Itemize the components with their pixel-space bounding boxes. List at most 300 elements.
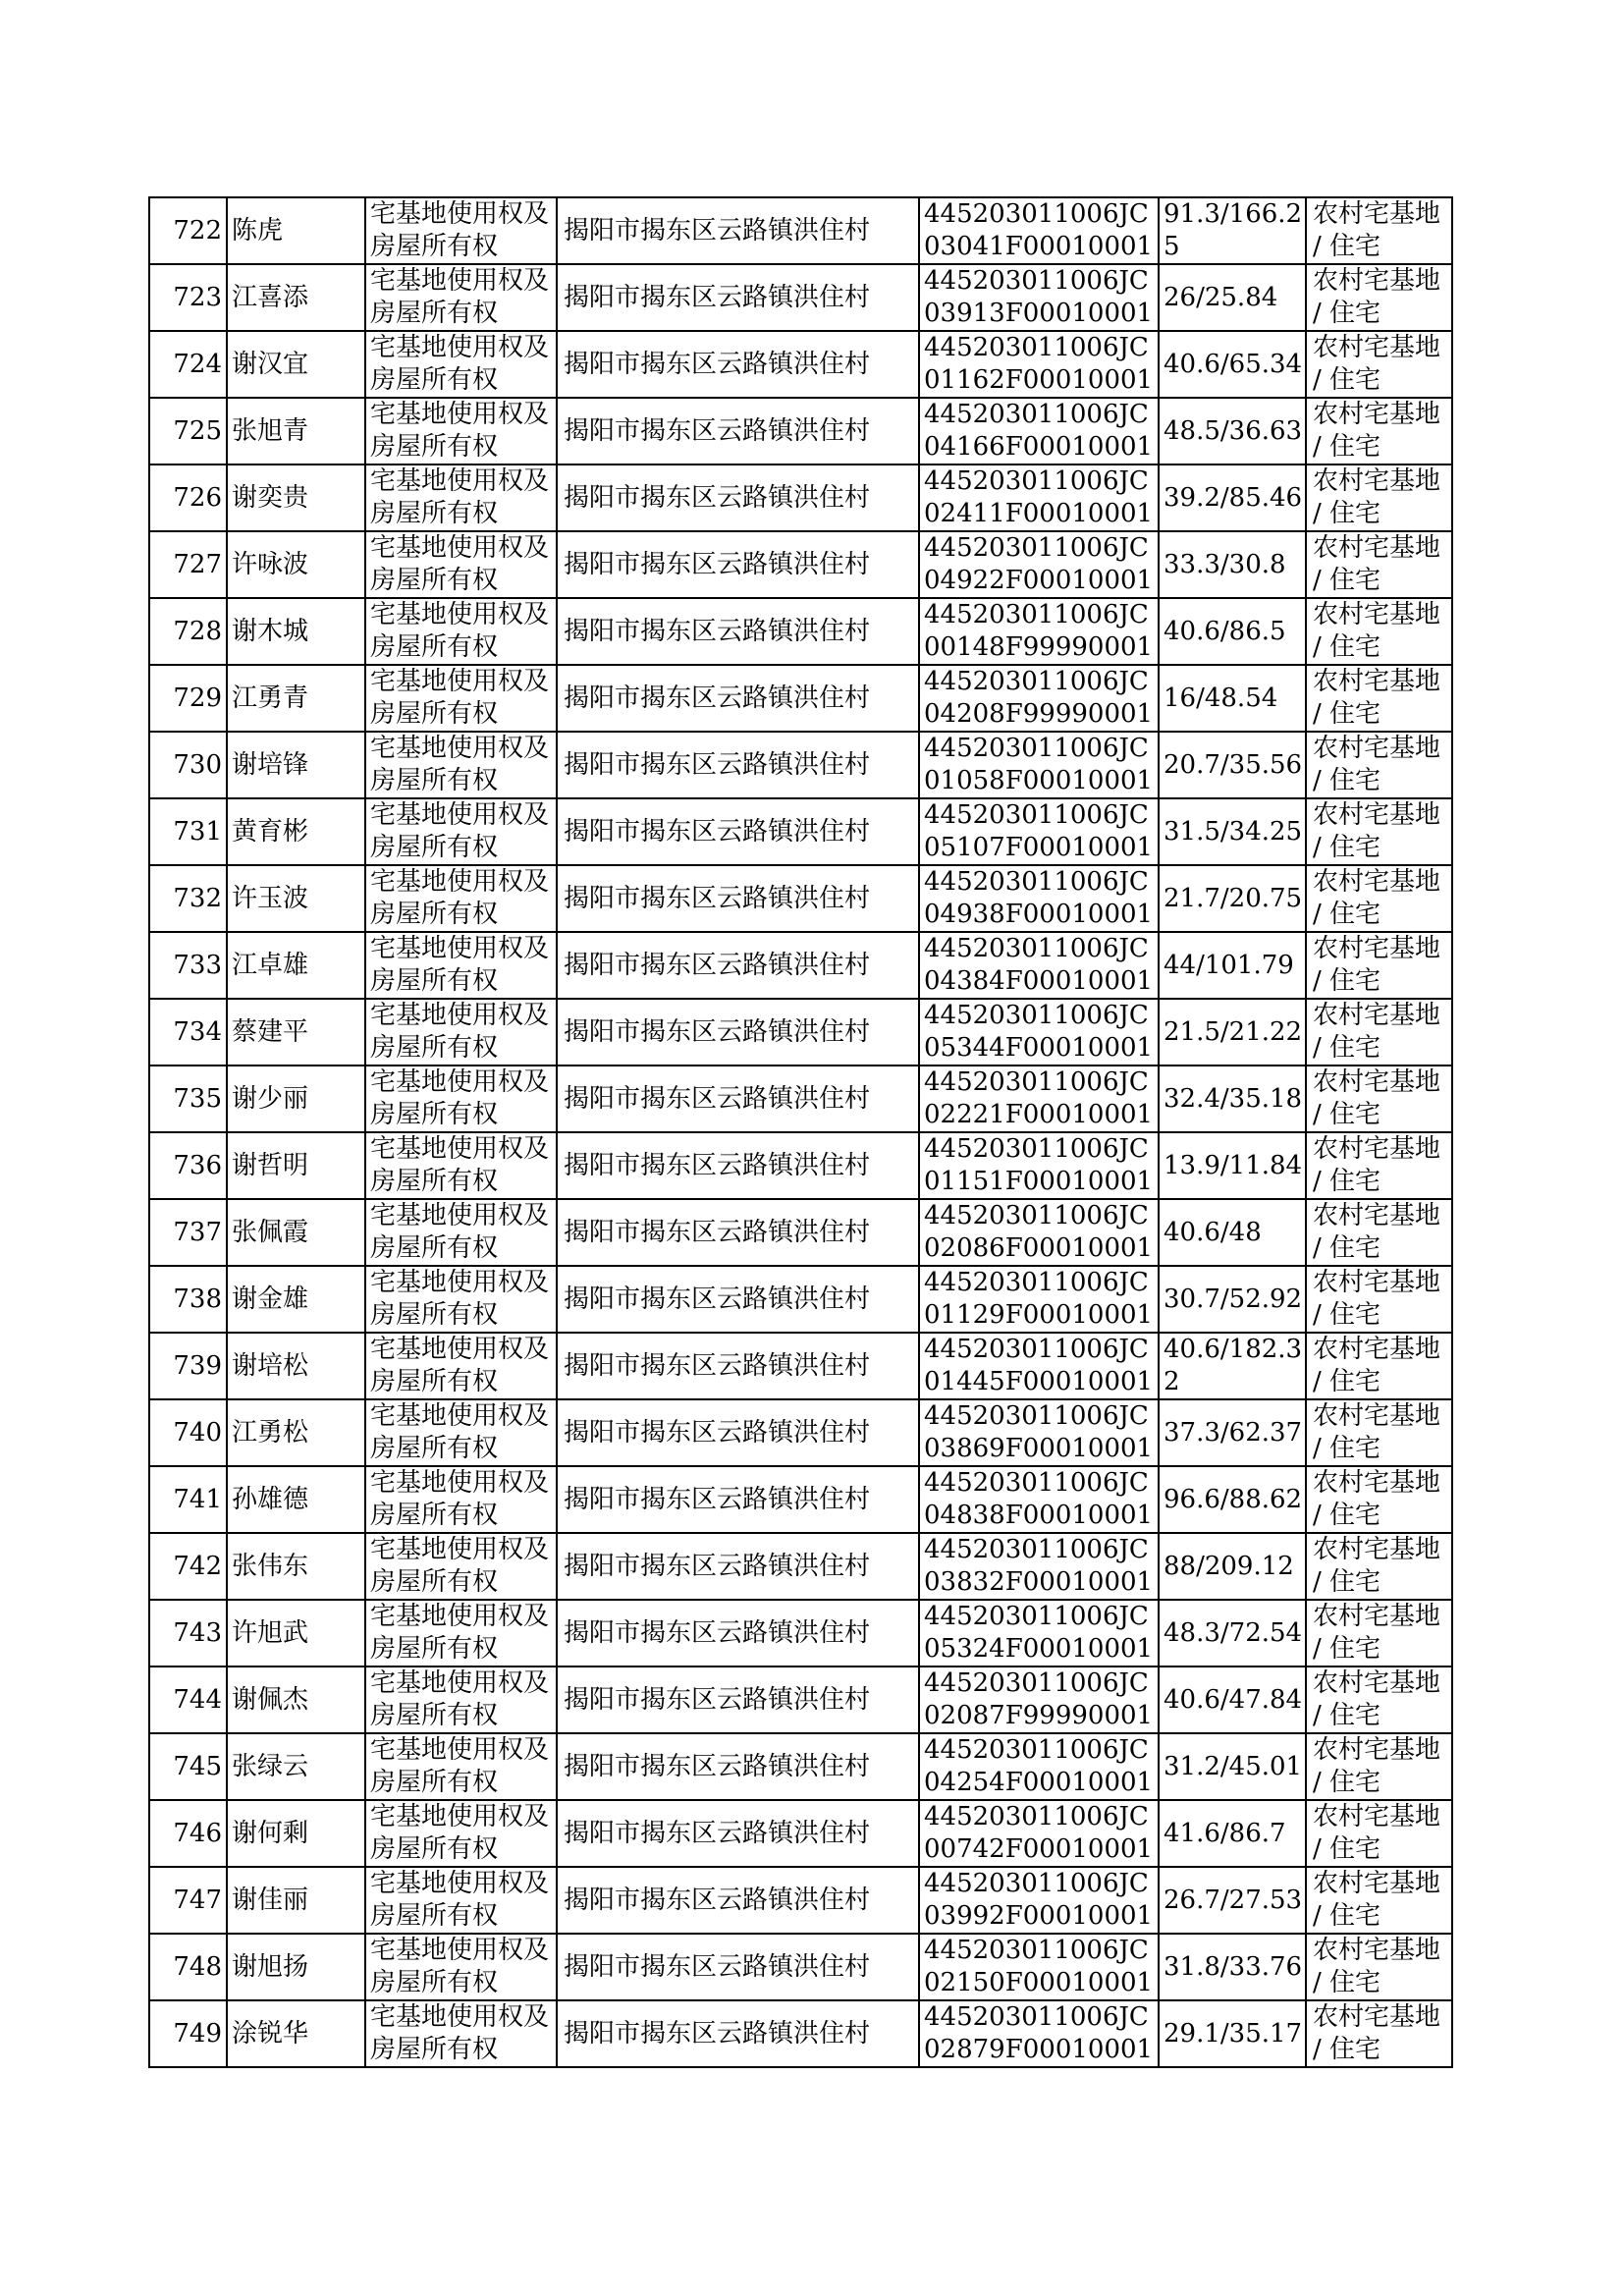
owner-name-cell: [227, 1733, 365, 1800]
land-use-cell: [1306, 1867, 1452, 1934]
land-use: 农村宅基地 / 住宅: [1313, 1535, 1441, 1597]
table-row: [149, 197, 1452, 264]
row-number-cell: [149, 1266, 227, 1333]
location: 揭阳市揭东区云路镇洪住村: [564, 1951, 871, 1982]
right-type-cell: [365, 398, 557, 464]
table-row: [149, 1667, 1452, 1733]
row-number-cell: [149, 331, 227, 398]
land-use-cell: [1306, 865, 1452, 932]
area-cell: [1159, 1066, 1306, 1132]
location: 揭阳市揭东区云路镇洪住村: [564, 1217, 871, 1247]
parcel-code: 445203011006JC01151F00010001: [924, 1134, 1154, 1196]
area-cell: [1159, 197, 1306, 264]
location-cell: [557, 398, 919, 464]
row-number: 736: [173, 1150, 222, 1180]
location: 揭阳市揭东区云路镇洪住村: [564, 683, 871, 713]
land-use: 农村宅基地 / 住宅: [1313, 867, 1441, 929]
area-cell: [1159, 1199, 1306, 1266]
land-use-cell: [1306, 398, 1452, 464]
area: 31.5/34.25: [1164, 816, 1303, 847]
area: 20.7/35.56: [1164, 749, 1303, 780]
row-number-cell: [149, 264, 227, 331]
land-use-cell: [1306, 665, 1452, 732]
owner-name: 蔡建平: [232, 1016, 309, 1047]
table-row: [149, 1066, 1452, 1132]
land-use: 农村宅基地 / 住宅: [1313, 1335, 1441, 1396]
table-row: [149, 1199, 1452, 1266]
area-cell: [1159, 1399, 1306, 1466]
parcel-code: 445203011006JC04208F99990001: [924, 667, 1154, 729]
land-use: 农村宅基地 / 住宅: [1313, 1067, 1441, 1129]
area: 37.3/62.37: [1164, 1417, 1303, 1448]
area: 26.7/27.53: [1164, 1885, 1303, 1915]
location-cell: [557, 331, 919, 398]
owner-name: 张佩霞: [232, 1217, 309, 1247]
owner-name: 谢培锋: [232, 749, 309, 780]
row-number: 744: [173, 1684, 222, 1715]
area: 26/25.84: [1164, 282, 1278, 312]
owner-name-cell: [227, 999, 365, 1066]
area-cell: [1159, 1132, 1306, 1199]
land-use: 农村宅基地 / 住宅: [1313, 934, 1441, 996]
right-type-cell: [365, 1132, 557, 1199]
location-cell: [557, 1533, 919, 1600]
location: 揭阳市揭东区云路镇洪住村: [564, 1617, 871, 1648]
row-number: 727: [173, 549, 222, 579]
location-cell: [557, 464, 919, 531]
right-type-cell: [365, 1934, 557, 2000]
right-type-cell: [365, 798, 557, 865]
parcel-code: 445203011006JC04922F00010001: [924, 533, 1154, 595]
location: 揭阳市揭东区云路镇洪住村: [564, 1684, 871, 1715]
location: 揭阳市揭东区云路镇洪住村: [564, 616, 871, 646]
parcel-code: 445203011006JC05324F00010001: [924, 1602, 1154, 1664]
area: 13.9/11.84: [1164, 1150, 1303, 1180]
right-type: 宅基地使用权及房屋所有权: [370, 1802, 550, 1864]
row-number-cell: [149, 1466, 227, 1533]
land-use-cell: [1306, 1800, 1452, 1867]
owner-name-cell: [227, 1934, 365, 2000]
owner-name-cell: [227, 1800, 365, 1867]
area: 40.6/47.84: [1164, 1684, 1303, 1715]
row-number-cell: [149, 398, 227, 464]
table-row: [149, 1333, 1452, 1399]
right-type: 宅基地使用权及房屋所有权: [370, 1869, 550, 1931]
right-type-cell: [365, 1667, 557, 1733]
table-row: [149, 464, 1452, 531]
row-number: 742: [173, 1551, 222, 1581]
parcel-code-cell: [919, 331, 1159, 398]
area-cell: [1159, 732, 1306, 798]
location: 揭阳市揭东区云路镇洪住村: [564, 2018, 871, 2049]
location: 揭阳市揭东区云路镇洪住村: [564, 1016, 871, 1047]
owner-name-cell: [227, 264, 365, 331]
land-use: 农村宅基地 / 住宅: [1313, 734, 1441, 795]
owner-name: 许咏波: [232, 549, 309, 579]
land-use: 农村宅基地 / 住宅: [1313, 1668, 1441, 1730]
location: 揭阳市揭东区云路镇洪住村: [564, 282, 871, 312]
parcel-code-cell: [919, 1199, 1159, 1266]
right-type-cell: [365, 464, 557, 531]
right-type-cell: [365, 865, 557, 932]
row-number: 749: [173, 2018, 222, 2049]
area: 91.3/166.25: [1164, 199, 1303, 261]
location: 揭阳市揭东区云路镇洪住村: [564, 1083, 871, 1114]
location: 揭阳市揭东区云路镇洪住村: [564, 749, 871, 780]
owner-name: 许玉波: [232, 883, 309, 913]
owner-name: 张绿云: [232, 1751, 309, 1781]
right-type-cell: [365, 1600, 557, 1667]
row-number: 743: [173, 1617, 222, 1648]
right-type: 宅基地使用权及房屋所有权: [370, 867, 550, 929]
row-number-cell: [149, 798, 227, 865]
owner-name-cell: [227, 531, 365, 598]
area: 31.2/45.01: [1164, 1751, 1303, 1781]
location-cell: [557, 1266, 919, 1333]
location: 揭阳市揭东区云路镇洪住村: [564, 883, 871, 913]
right-type: 宅基地使用权及房屋所有权: [370, 1268, 550, 1330]
parcel-code-cell: [919, 865, 1159, 932]
land-use-cell: [1306, 732, 1452, 798]
area: 39.2/85.46: [1164, 482, 1303, 513]
location-cell: [557, 598, 919, 665]
area: 48.3/72.54: [1164, 1617, 1303, 1648]
land-use: 农村宅基地 / 住宅: [1313, 1001, 1441, 1063]
right-type-cell: [365, 1066, 557, 1132]
owner-name: 孙雄德: [232, 1484, 309, 1514]
row-number-cell: [149, 1867, 227, 1934]
right-type-cell: [365, 932, 557, 999]
location-cell: [557, 531, 919, 598]
row-number-cell: [149, 2000, 227, 2067]
right-type-cell: [365, 665, 557, 732]
parcel-code: 445203011006JC04838F00010001: [924, 1468, 1154, 1530]
location-cell: [557, 932, 919, 999]
parcel-code-cell: [919, 2000, 1159, 2067]
area-cell: [1159, 264, 1306, 331]
parcel-code: 445203011006JC03913F00010001: [924, 266, 1154, 328]
area-cell: [1159, 531, 1306, 598]
right-type: 宅基地使用权及房屋所有权: [370, 934, 550, 996]
land-use-cell: [1306, 1066, 1452, 1132]
row-number-cell: [149, 1132, 227, 1199]
owner-name-cell: [227, 1066, 365, 1132]
owner-name: 涂锐华: [232, 2018, 309, 2049]
parcel-code-cell: [919, 1466, 1159, 1533]
parcel-code: 445203011006JC01445F00010001: [924, 1335, 1154, 1396]
area-cell: [1159, 1533, 1306, 1600]
row-number: 730: [173, 749, 222, 780]
owner-name: 江勇青: [232, 683, 309, 713]
location: 揭阳市揭东区云路镇洪住村: [564, 1885, 871, 1915]
parcel-code-cell: [919, 1066, 1159, 1132]
land-use: 农村宅基地 / 住宅: [1313, 600, 1441, 662]
owner-name: 谢汉宜: [232, 349, 309, 379]
parcel-code-cell: [919, 398, 1159, 464]
location-cell: [557, 1466, 919, 1533]
table-row: [149, 1867, 1452, 1934]
land-use: 农村宅基地 / 住宅: [1313, 1602, 1441, 1664]
location-cell: [557, 1399, 919, 1466]
area-cell: [1159, 398, 1306, 464]
right-type: 宅基地使用权及房屋所有权: [370, 734, 550, 795]
location: 揭阳市揭东区云路镇洪住村: [564, 1150, 871, 1180]
owner-name-cell: [227, 1132, 365, 1199]
parcel-code-cell: [919, 531, 1159, 598]
land-use-cell: [1306, 999, 1452, 1066]
row-number: 741: [173, 1484, 222, 1514]
right-type: 宅基地使用权及房屋所有权: [370, 600, 550, 662]
area: 40.6/86.5: [1164, 616, 1286, 646]
table-row: [149, 1800, 1452, 1867]
table-row: [149, 732, 1452, 798]
parcel-code: 445203011006JC04166F00010001: [924, 400, 1154, 462]
row-number: 740: [173, 1417, 222, 1448]
land-use: 农村宅基地 / 住宅: [1313, 1401, 1441, 1463]
row-number: 738: [173, 1284, 222, 1314]
right-type-cell: [365, 531, 557, 598]
row-number: 733: [173, 950, 222, 980]
parcel-code: 445203011006JC05344F00010001: [924, 1001, 1154, 1063]
area: 48.5/36.63: [1164, 415, 1303, 446]
right-type: 宅基地使用权及房屋所有权: [370, 2002, 550, 2064]
owner-name-cell: [227, 1600, 365, 1667]
row-number-cell: [149, 1333, 227, 1399]
land-use-cell: [1306, 1132, 1452, 1199]
right-type: 宅基地使用权及房屋所有权: [370, 533, 550, 595]
owner-name: 陈虎: [232, 215, 284, 246]
location: 揭阳市揭东区云路镇洪住村: [564, 215, 871, 246]
parcel-code: 445203011006JC03869F00010001: [924, 1401, 1154, 1463]
location-cell: [557, 2000, 919, 2067]
row-number: 739: [173, 1350, 222, 1381]
parcel-code: 445203011006JC03992F00010001: [924, 1869, 1154, 1931]
right-type: 宅基地使用权及房屋所有权: [370, 466, 550, 528]
owner-name-cell: [227, 1533, 365, 1600]
area-cell: [1159, 331, 1306, 398]
area-cell: [1159, 1333, 1306, 1399]
right-type-cell: [365, 264, 557, 331]
location: 揭阳市揭东区云路镇洪住村: [564, 1751, 871, 1781]
owner-name: 谢哲明: [232, 1150, 309, 1180]
owner-name-cell: [227, 1867, 365, 1934]
owner-name: 许旭武: [232, 1617, 309, 1648]
parcel-code-cell: [919, 264, 1159, 331]
parcel-code-cell: [919, 1733, 1159, 1800]
parcel-code: 445203011006JC00742F00010001: [924, 1802, 1154, 1864]
table-row: [149, 1533, 1452, 1600]
area: 16/48.54: [1164, 683, 1278, 713]
right-type: 宅基地使用权及房屋所有权: [370, 1668, 550, 1730]
land-use-cell: [1306, 1667, 1452, 1733]
right-type-cell: [365, 1466, 557, 1533]
area-cell: [1159, 1466, 1306, 1533]
parcel-code-cell: [919, 798, 1159, 865]
land-use: 农村宅基地 / 住宅: [1313, 1468, 1441, 1530]
row-number-cell: [149, 732, 227, 798]
area: 21.5/21.22: [1164, 1016, 1303, 1047]
parcel-code-cell: [919, 1600, 1159, 1667]
right-type: 宅基地使用权及房屋所有权: [370, 1735, 550, 1797]
land-use-cell: [1306, 598, 1452, 665]
land-use-cell: [1306, 464, 1452, 531]
row-number-cell: [149, 1733, 227, 1800]
location: 揭阳市揭东区云路镇洪住村: [564, 349, 871, 379]
location-cell: [557, 732, 919, 798]
right-type: 宅基地使用权及房屋所有权: [370, 266, 550, 328]
land-use-cell: [1306, 1199, 1452, 1266]
row-number-cell: [149, 464, 227, 531]
area: 44/101.79: [1164, 950, 1294, 980]
owner-name: 谢金雄: [232, 1284, 309, 1314]
parcel-code-cell: [919, 1934, 1159, 2000]
owner-name-cell: [227, 1199, 365, 1266]
row-number-cell: [149, 932, 227, 999]
land-use: 农村宅基地 / 住宅: [1313, 199, 1441, 261]
location-cell: [557, 1934, 919, 2000]
owner-name: 江喜添: [232, 282, 309, 312]
right-type-cell: [365, 1333, 557, 1399]
owner-name-cell: [227, 197, 365, 264]
area-cell: [1159, 798, 1306, 865]
right-type: 宅基地使用权及房屋所有权: [370, 1067, 550, 1129]
parcel-code: 445203011006JC04938F00010001: [924, 867, 1154, 929]
parcel-code-cell: [919, 1667, 1159, 1733]
location-cell: [557, 1733, 919, 1800]
table-row: [149, 798, 1452, 865]
table-row: [149, 665, 1452, 732]
land-use-cell: [1306, 932, 1452, 999]
location: 揭阳市揭东区云路镇洪住村: [564, 1284, 871, 1314]
area-cell: [1159, 665, 1306, 732]
parcel-code: 445203011006JC00148F99990001: [924, 600, 1154, 662]
land-use-cell: [1306, 264, 1452, 331]
area-cell: [1159, 932, 1306, 999]
area: 21.7/20.75: [1164, 883, 1303, 913]
parcel-code: 445203011006JC02879F00010001: [924, 2002, 1154, 2064]
area-cell: [1159, 1667, 1306, 1733]
location-cell: [557, 1333, 919, 1399]
row-number: 737: [173, 1217, 222, 1247]
row-number-cell: [149, 197, 227, 264]
area-cell: [1159, 1867, 1306, 1934]
parcel-code-cell: [919, 598, 1159, 665]
owner-name: 谢奕贵: [232, 482, 309, 513]
location-cell: [557, 999, 919, 1066]
table-body: [149, 197, 1452, 2067]
parcel-code: 445203011006JC02411F00010001: [924, 466, 1154, 528]
parcel-code: 445203011006JC02087F99990001: [924, 1668, 1154, 1730]
owner-name-cell: [227, 2000, 365, 2067]
area: 30.7/52.92: [1164, 1284, 1303, 1314]
location: 揭阳市揭东区云路镇洪住村: [564, 816, 871, 847]
land-use-cell: [1306, 331, 1452, 398]
location-cell: [557, 1800, 919, 1867]
row-number: 731: [173, 816, 222, 847]
parcel-code-cell: [919, 197, 1159, 264]
location-cell: [557, 1667, 919, 1733]
owner-name-cell: [227, 932, 365, 999]
land-use: 农村宅基地 / 住宅: [1313, 667, 1441, 729]
owner-name-cell: [227, 1266, 365, 1333]
table-row: [149, 1600, 1452, 1667]
parcel-code-cell: [919, 999, 1159, 1066]
row-number: 722: [173, 215, 222, 246]
land-use-cell: [1306, 197, 1452, 264]
location: 揭阳市揭东区云路镇洪住村: [564, 549, 871, 579]
table-row: [149, 531, 1452, 598]
owner-name-cell: [227, 1667, 365, 1733]
land-use-cell: [1306, 1733, 1452, 1800]
parcel-code: 445203011006JC01162F00010001: [924, 333, 1154, 395]
location-cell: [557, 865, 919, 932]
owner-name-cell: [227, 798, 365, 865]
right-type-cell: [365, 999, 557, 1066]
land-use: 农村宅基地 / 住宅: [1313, 333, 1441, 395]
area: 32.4/35.18: [1164, 1083, 1303, 1114]
land-use: 农村宅基地 / 住宅: [1313, 1802, 1441, 1864]
table-row: [149, 598, 1452, 665]
right-type: 宅基地使用权及房屋所有权: [370, 1134, 550, 1196]
row-number-cell: [149, 1399, 227, 1466]
row-number-cell: [149, 1600, 227, 1667]
area: 96.6/88.62: [1164, 1484, 1303, 1514]
location-cell: [557, 1132, 919, 1199]
parcel-code: 445203011006JC04384F00010001: [924, 934, 1154, 996]
parcel-code: 445203011006JC02150F00010001: [924, 1936, 1154, 1997]
right-type-cell: [365, 732, 557, 798]
right-type-cell: [365, 1733, 557, 1800]
parcel-code-cell: [919, 732, 1159, 798]
row-number: 746: [173, 1818, 222, 1848]
location-cell: [557, 1600, 919, 1667]
table-row: [149, 1733, 1452, 1800]
area-cell: [1159, 1800, 1306, 1867]
area: 41.6/86.7: [1164, 1818, 1286, 1848]
table-row: [149, 264, 1452, 331]
owner-name-cell: [227, 331, 365, 398]
row-number: 732: [173, 883, 222, 913]
table-row: [149, 398, 1452, 464]
land-use-cell: [1306, 531, 1452, 598]
parcel-code: 445203011006JC05107F00010001: [924, 800, 1154, 862]
parcel-code: 445203011006JC03832F00010001: [924, 1535, 1154, 1597]
row-number-cell: [149, 1066, 227, 1132]
land-use-cell: [1306, 1466, 1452, 1533]
area: 29.1/35.17: [1164, 2018, 1303, 2049]
right-type-cell: [365, 1533, 557, 1600]
owner-name: 江勇松: [232, 1417, 309, 1448]
location-cell: [557, 1199, 919, 1266]
owner-name-cell: [227, 1399, 365, 1466]
table-row: [149, 1132, 1452, 1199]
location: 揭阳市揭东区云路镇洪住村: [564, 482, 871, 513]
area-cell: [1159, 1600, 1306, 1667]
area-cell: [1159, 1934, 1306, 2000]
owner-name: 谢何剩: [232, 1818, 309, 1848]
row-number: 734: [173, 1016, 222, 1047]
land-use-cell: [1306, 1333, 1452, 1399]
right-type-cell: [365, 1199, 557, 1266]
owner-name-cell: [227, 732, 365, 798]
owner-name: 谢旭扬: [232, 1951, 309, 1982]
right-type: 宅基地使用权及房屋所有权: [370, 1936, 550, 1997]
land-use: 农村宅基地 / 住宅: [1313, 533, 1441, 595]
right-type-cell: [365, 1399, 557, 1466]
row-number-cell: [149, 1533, 227, 1600]
right-type-cell: [365, 331, 557, 398]
location-cell: [557, 665, 919, 732]
